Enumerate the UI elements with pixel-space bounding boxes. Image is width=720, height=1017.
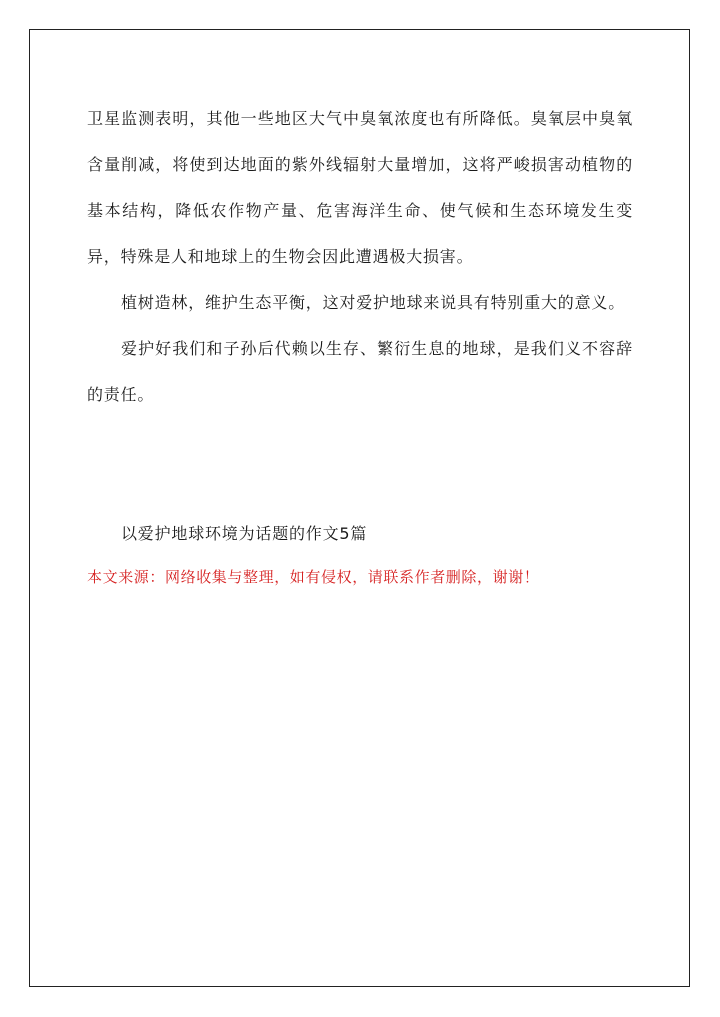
source-notice: 本文来源：网络收集与整理，如有侵权，请联系作者删除，谢谢！ <box>87 568 540 586</box>
document-body <box>87 96 633 418</box>
paragraph-afforestation: 植树造林，维护生态平衡，这对爱护地球来说具有特别重大的意义。 <box>121 293 626 312</box>
paragraph-responsibility: 爱护好我们和子孙后代赖以生存、繁衍生息的地球，是我们义不容辞的责任。 <box>87 339 633 404</box>
essay-collection-title: 以爱护地球环境为话题的作文5篇 <box>121 524 368 543</box>
paragraph-ozone: 卫星监测表明，其他一些地区大气中臭氧浓度也有所降低。臭氧层中臭氧含量削减，将使到达地面的紫外线辐射大量增加，这将严峻损害动植物的基本结构，降低农作物产量、危害海洋生命、使气候和生态环境发生变异，特殊是人和地球上的生物会因此遭遇极大损害。 <box>87 109 633 266</box>
